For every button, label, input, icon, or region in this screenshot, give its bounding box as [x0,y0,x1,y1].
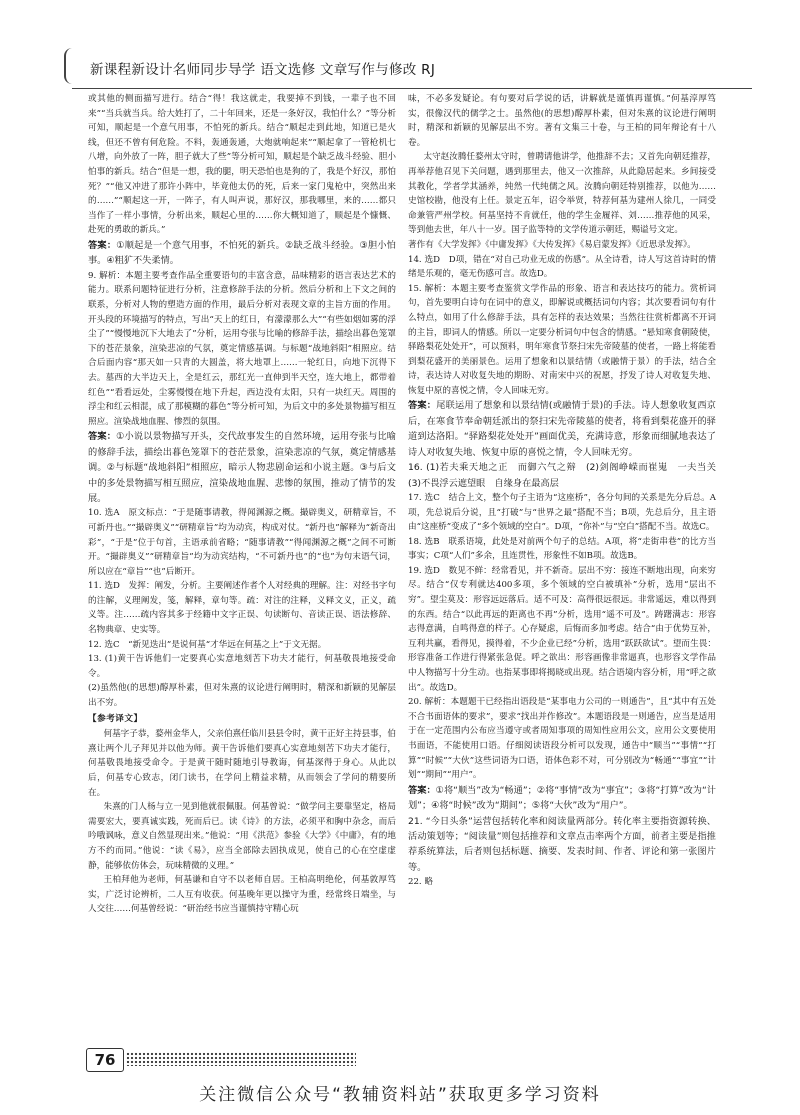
answer-text: 21. “今日头条”运营包括转化率和阅读量两部分。转化率主要指资源转换、活动策划等；“阅读量”则包括推荐和文章点击率两个方面，前者主要是指推荐系统算法，后者则包括标题、摘要、发表时间、作者、评论和第一张图片等。 [408,815,716,873]
answer-paragraph [88,238,396,269]
answer-label: 答案： [408,400,437,412]
explanation-paragraph: 9. 解析：本题主要考查作品全重要语句的丰富含意，品味精彩的语言表达艺术的能力。联系问题特征进行分析，注意修辞手法的分析。然后分析和上下文之间的联系，分析对人物的塑造方面的作用，最后分析对表现文章的主旨方面的作用。开头段的环境描写的特点，写出“天上的红日，有濛濛那么大”“有些如烟如雾的浮尘了”“慢慢地沉下大地去了”分析，运用夸张与比喻的修辞手法，描绘出暮色笼罩下的苍茫景象，渲染悲凉的气氛，奠定情感基调。与标题“战地斜阳”相照应。结合后面内容“那天如一只青的大圆盖，将大地罩上……一轮红日，向地下沉得下去。墓西的大半边天上，全是红云，那红光一直伸到半天空，连大地上，都带着红色”“看看远处，尘雾慢慢在地下升起，西边没有太阳，只有一块红天。周围的浮尘和红云相混，成了那模糊的暮色”等分析可知，为后文中的多处景物描写相互照应。渲染战地血腥、惨烈的氛围。 [88,270,396,427]
answer-paragraph [408,398,716,460]
explanation-paragraph: 12. 选C “新见迭出”是说何基“才华远在何基之上”于文无据。 [88,639,327,650]
explanation-paragraph: (2)虽然他(的思想)醇厚朴素，但对朱熹的议论进行阐明时，精深和新颖的见解层出不穷。 [88,683,396,709]
explanation-paragraph: 20. 解析：本题题干已经指出语段是“某事电力公司的一则通告”，且“其中有五处不合书面语体的要求”，要求“找出并作修改”。本题语段是一则通告，应当是适用于在一定范围内公布应当遵守或者周知事项的周知性应用公文，应用公文要使用书面语，不能使用口语。仔细阅读语段分析可以发现，通告中“顺当”“事情”“打算”“时候”“大伙”这些词语为口语，语体色彩不对，可分别改为“畅通”“事宜”“计划”“期间”“用户”。 [408,697,716,781]
answer-label: 答案： [88,431,117,443]
answer-paragraph [88,429,396,506]
left-column [88,92,396,1042]
answer-text: 尾联运用了想象和以景结情(或融情于景)的手法。诗人想象收复西京后，在寒食节奉命朝廷派出的祭扫宋先帝陵墓的使者，将看到梨花盛开的驿道到达洛阳。“驿路梨花处处开”画面优美，充满诗意，形象而细腻地表达了诗人对收复失地、恢复中原的喜悦之情，令人回味无穷。 [408,400,716,458]
answer-text: ①顺起是一个意气用事，不怕死的新兵。②缺乏战斗经验。③胆小怕事。④粗犷不失柔情。 [88,239,396,267]
explanation-paragraph: 22. 略 [408,877,433,888]
answer-paragraph [408,783,716,814]
explanation-paragraph: 18. 选B 联系语境，此处是对前两个句子的总结。A项，将“走街串巷”的比方当事实；C项“人们”多余，且连贯性，形象性不如B项。故选B。 [408,536,716,562]
answer-label: 答案： [408,784,436,796]
answer-paragraph [408,460,726,491]
answer-text: 16. (1)若夫乘天地之正 而御六气之辩 (2)剑阁峥嵘而崔嵬 一夫当关 (3)不畏浮云遮望眼 自缘身在最高层 [408,462,726,489]
answer-text: ①小说以景物描写开头，交代故事发生的自然环境，运用夸张与比喻的修辞手法，描绘出暮色笼罩下的苍茫景象，渲染悲凉的气氛，奠定情感基调。②与标题“战地斜阳”相照应，暗示人物悲剧命运和小说主题。③与后文中的多处景物描写相互照应，渲染战地血腥、悲惨的氛围，推动了情节的发展。 [88,431,396,504]
answer-label: 答案： [88,239,117,251]
dotted-band-decoration [126,1052,356,1066]
translation-paragraph: 何基字子恭，婺州金华人，父亲伯熹任临川县县令时，黄干正好主持县事，伯熹让两个儿子拜见并以他为师。黄干告诉他们要真心实意地刻苦下功夫才能行，何基敬畏地接受命令。于是黄干随时随地引导教诲，何基深得于身心。从此以后，何基专心致志，闭门读书，在学问上精益求精，从而领会了学问的精要所在。 [88,729,396,798]
explanation-paragraph: 14. 选D D项，错在“对自己功业无成的伤感”。从全诗看，诗人写这首诗时的情绪是乐观的，毫无伤感可言。故选D。 [408,254,716,280]
translation-paragraph: 朱熹的门人杨与立一见到他就很佩服。何基曾说：“做学问主要靠坚定，格局需要宏大，要真诚实践，死而后已。读《诗》的方法，必须平和胸中杂念，而后吟哦讽咏，意义自然显现出来。”他说：“用《洪范》参验《大学》《中庸》，有的地方不约而同。”他说：“读《易》，应当全部除去固执成见，使自己的心在空虚虚静，能够依仿体会，玩味精微的义理。” [88,802,396,871]
header-bracket-decoration [64,48,76,84]
page-number: 76 [86,1048,124,1072]
explanation-paragraph: 17. 选C 结合上文，整个句子主语为“这座桥”，各分句间的关系是先分后总。A项，先总说后分说，且“打破”与“世界之最”搭配不当；B项，先总后分，且主语由“这座桥”变成了“多个领域的空白”。D项，“你补”与“空白”搭配不当。故选C。 [408,492,716,533]
answer-paragraph [408,814,716,876]
translation-paragraph: 太守赵汝腾任婺州太守时，曾聘请他讲学，他推辞不去；又首先向朝廷推荐，再举荐他召见下关问题，遇到那里去，他又一次推辞，从此隐居起来。乡间接受其教化，学者学其涵养，纯然一代纯儒之风。汝腾向朝廷特别推荐，以他为……史馆校勘，他没有上任。景定五年，诏令举贤，特荐何基为建州人徐几，一同受命兼管严州学校。何基坚持不肯就任，他的学生金履祥、刘……推荐他的风采，等到他去世，年八十一岁。国子监等特的文学传道示朝廷，赐谥号文定。 [408,152,716,236]
footer-note: 关注微信公众号“教辅资料站”获取更多学习资料 [199,1085,601,1105]
explanation-paragraph: 著作有《大学发挥》《中庸发挥》《大传发挥》《易启蒙发挥》《近思录发挥》。 [408,239,696,250]
header-title: 新课程新设计名师同步导学 语文选修 文章写作与修改 RJ [90,62,436,78]
answer-text: ①将“顺当”改为“畅通”；②将“事情”改为“事宜”；③将“打算”改为“计划”；④将“时候”改为“期间”；⑤将“大伙”改为“用户”。 [408,784,716,812]
explanation-paragraph: 或其他的侧面描写进行。结合“得！我这就走，我要掉不到钱，一辈子也不回来”“当兵就当兵。给大姓打了，二十年回来，还是一条好汉，我怕什么？”等分析可知，顺起是一个意气用事，不怕死的新兵。结合“顺起走到此地，知道已是火线，但还不曾有何危险。不料，轰通轰通，大炮就响起来”“顺起拿了一管枪机七八增，向外放了一阵，胆子就大了些”等分析可知，顺起是个缺乏战斗经验、胆小怕事的新兵。结合“但是一想，我的腿，明天恐怕也是狗的了，我是个好汉，那怕死？”“他又冲进了那许小阵中，毕竟他太仍的死，后来一家门鬼枪中，突然出来的……”“顺起这一开，一阵子，有人叫声说，那好汉，那我哪里，来的……都只当作了一样小事情，分析出来，顺起心里的……你大概知道了，顺起是个慷慨、赴死的勇敢的新兵。” [88,94,396,236]
explanation-paragraph: 15. 解析：本题主要考查鉴赏文学作品的形象、语言和表达技巧的能力。赏析词句，首先要明白诗句在词中的意义，即解说或概括词句内容；其次要看词句有什么特点，如用了什么修辞手法，具有怎样的表达效果；当然往往赏析都离不开词的主旨，即词人的情感。所以一定要分析词句中包含的情感。“悬知寒食朝陵使，驿路梨花处处开”，可以预料，明年寒食节祭扫宋先帝陵墓的使者，一路上将能看到梨花盛开的美丽景色。运用了想象和以景结情（或融情于景）的手法，结合全诗，表达诗人对收复失地的期盼、对南宋中兴的祝愿，抒发了诗人对收复失地、恢复中原的喜悦之情，令人回味无穷。 [408,283,716,396]
explanation-paragraph: 13. (1)黄干告诉他们一定要真心实意地刻苦下功夫才能行，何基敬畏地接受命令。 [88,654,396,679]
page-header [72,48,752,89]
page-number-block [86,1048,286,1070]
explanation-paragraph: 10. 选A 原文标点：“于是随事请教，得闻渊源之概。撮辟奥义，研精章旨，不可新丹也。”“撮辟奥义”“研精章旨”均为动宾，构成对仗。“新丹也”解释为“新奇出彩”，“于是”位于句首，主语承前省略；“随事请教”“得闻渊源之概”之间不可断开。“撮辟奥义”“研精章旨”均为动宾结构，“不可新丹也”的“也”为句末语气词，所以应在“章旨”“也”后断开。 [88,508,396,577]
explanation-paragraph: 11. 选D 发挥：阐发，分析。主要阐述作者个人对经典的理解。注：对经书字句的注解，义理阐发，笺，解释，章句等。疏：对注的注释，义释文义，正义，疏义等。注……疏内容其多于经籍中文字正误、句读断句、音读正误、语法修辞、名物典章、史实等。 [88,581,396,636]
translation-paragraph: 王柏拜他为老师，何基谦和自守不以老师自居。王柏高明绝伦，何基敦厚笃实，广泛讨论辨析，二人互有收获。何基晚年更以操守为重，经常终日端坐，与人交往……何基曾经说：“研治经书应当谨慎持守精心玩 [88,875,396,915]
reference-translation-heading [88,712,396,727]
explanation-paragraph: 味，不必多发疑论。有句要对后学说的话，讲解就是谨慎再谨慎。”何基淳厚笃实，很像汉代的儒学之士。虽然他(的思想)醇厚朴素，但对朱熹的议论进行阐明时，精深和新颖的见解层出不穷。著有文集三十卷，与王柏的同年辩论有十八卷。 [408,94,716,148]
reference-label: 【参考译文】 [88,713,143,724]
explanation-paragraph: 19. 选D 数见不鲜：经常看见，并不新奇。层出不穷：接连不断地出现，向来穷尽。结合“仅专利就达400多项，多个领域的空白被填补”分析，选用“层出不穷”。望尘莫及：形容远远落后。适不可及：高得很远很远。非常遥远，难以得到的东西。结合“以此再远的距离也不再”分析，选用“遥不可及”。踌躇满志：形容志得意满，自鸣得意的样子。心存疑虑，后悔而多加考虑。结合“由于优势互补，互利共赢，看得见，摸得着，不少企业已经”分析，选用“跃跃欲试”。望而生畏：形容准备工作进行得紧张急促。呼之欲出：形容画像非常逼真，也形容文学作品中人物描写十分生动。也指某事即将揭晓或出现。结合语境内容分析，用“呼之欲出”。故选D。 [408,565,716,693]
right-column [408,92,726,1042]
